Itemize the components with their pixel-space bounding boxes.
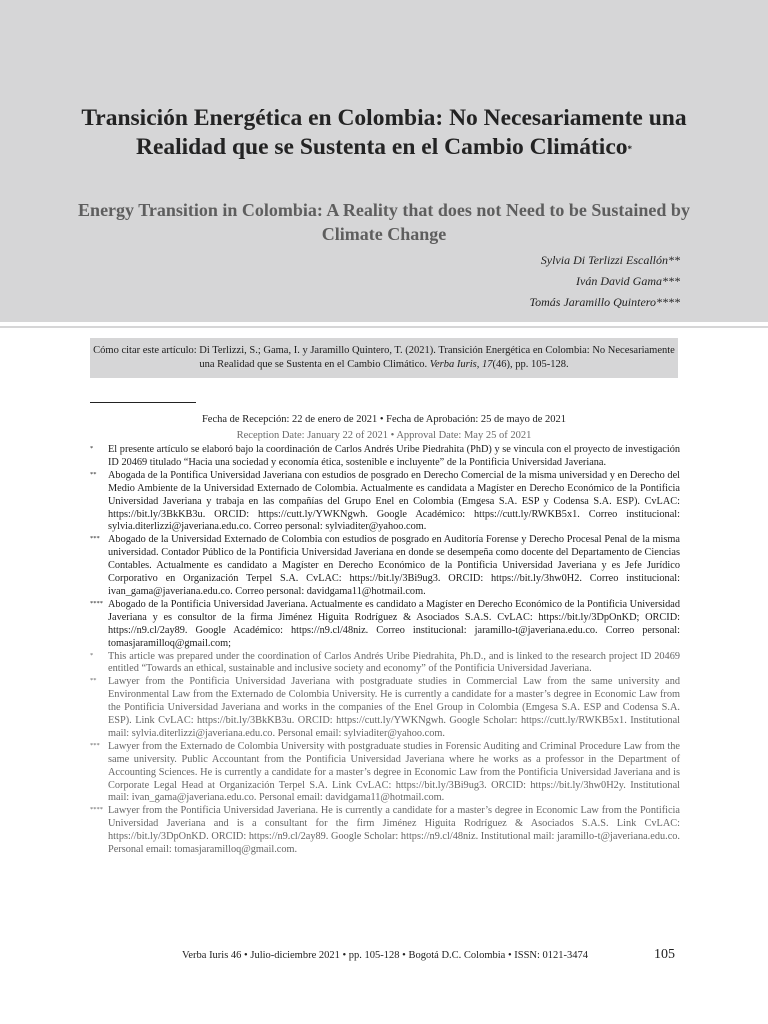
footnote-en-3 bbox=[90, 741, 680, 806]
footnote-mark: ** bbox=[90, 677, 97, 685]
citation-box bbox=[90, 338, 678, 378]
citation-journal: Verba Iuris, 17 bbox=[429, 359, 493, 370]
header-band-rule bbox=[0, 326, 768, 328]
title-footnote-mark: * bbox=[627, 144, 633, 154]
footnote-text: This article was prepared under the coordination of Carlos Andrés Uribe Piedrahita, Ph.D., and is linked to the research project ID 20469 entitled “Towards an ethical, sustainable and inclusive society and economy” of the Pontificia Universidad Javeriana. bbox=[108, 650, 680, 675]
footnote-mark: *** bbox=[90, 535, 100, 543]
title-english: Energy Transition in Colombia: A Reality that does not Need to be Sustained by Climate Change bbox=[78, 200, 690, 244]
author-1: Sylvia Di Terlizzi Escallón** bbox=[540, 253, 680, 267]
footnote-en-2 bbox=[90, 676, 680, 741]
footnote-text: Abogado de la Universidad Externado de Colombia con estudios de posgrado en Auditoría Forense y Derecho Procesal Penal de la misma universidad. Contador Público de la Pontificia Universidad Javeriana en donde se desempeña como docente del Departamento de Ciencias Contables. Actualmente es candidato a Magíster en Derecho Económico de la Pontificia Universidad Javeriana y es Jefe Jurídico Corporativo en Organización Terpel S.A. CvLAC: https://bit.ly/3Bi9ug3. ORCID: https://bit.ly/3hw0H2. Correo institucional: ivan_gama@javeriana.edu.co. Correo personal: davidgama11@hotmail.com. bbox=[108, 534, 680, 597]
footnote-mark: * bbox=[90, 651, 94, 659]
footnote-text: Lawyer from the Pontificia Universidad Javeriana. He is currently a candidate for a master’s degree in Economic Law from the Pontificia Universidad Javeriana and is a consultant for the firm Jiménez Higuita Rodríguez & Asociados S.A.S. Link CvLAC: https://bit.ly/3DpOnKD. ORCID: https://n9.cl/2ay89. Google Scholar: https://n9.cl/48niz. Institutional mail: jaramillo-t@javeriana.edu.co. Personal email: tomasjaramilloq@gmail.com. bbox=[108, 805, 680, 856]
author-3: Tomás Jaramillo Quintero**** bbox=[529, 295, 680, 309]
footnote-es-3 bbox=[90, 534, 680, 599]
dates-english: Reception Date: January 22 of 2021 • Approval Date: May 25 of 2021 bbox=[236, 430, 532, 441]
footnote-es-1 bbox=[90, 444, 680, 470]
footnote-divider bbox=[90, 402, 196, 403]
dates-spanish: Fecha de Recepción: 22 de enero de 2021 • Fecha de Aprobación: 25 de mayo de 2021 bbox=[201, 414, 567, 425]
author-list bbox=[530, 250, 680, 313]
footnote-es-4 bbox=[90, 599, 680, 651]
footnote-text: Lawyer from the Externado de Colombia University with postgraduate studies in Forensic Auditing and Criminal Procedure Law from the same university. Public Accountant from the Pontificia Universidad Javeriana where he works as a professor in the Department of Accounting Sciences. He is currently a candidate for a master’s degree in Economic Law from the Pontificia Universidad Javeriana and is Corporate Legal Head at Organización Terpel S.A. Link CvLAC: https://bit.ly/3Bi9ug3. ORCID: https://bit.ly/3hw0H2y. Institutional mail: ivan_gama@javeriana.edu.co. Personal email: davidgama11@hotmail.com. bbox=[108, 740, 680, 804]
footnote-text: Abogada de la Pontifica Universidad Javeriana con estudios de posgrado en Derecho Comercial de la misma universidad y en Derecho del Medio Ambiente de la Universidad Externado de Colombia. Actualmente es candidata a Magíster en Derecho Económico de la Pontificia Universidad Javeriana y trabaja en las compañías del Grupo Enel en Colombia (Emgesa S.A. ESP y Codensa S.A. ESP). CvLAC: https://bit.ly/3BkKB3u. ORCID: https://cutt.ly/YWKNgwh. Google Académico: https://cutt.ly/RWKB5x1. Correo institucional: sylvia.diterlizzi@javeriana.edu.co. Correo personal: sylviaditer@yahoo.com. bbox=[108, 469, 680, 533]
footnote-text: El presente artículo se elaboró bajo la coordinación de Carlos Andrés Uribe Piedrahita (PhD) y se vincula con el proyecto de investigación ID 20469 titulado “Hacia una sociedad y economía ética, sostenible e incluyente” de la Pontificia Universidad Javeriana. bbox=[108, 444, 680, 468]
footnote-mark: **** bbox=[90, 599, 103, 607]
footnotes bbox=[90, 444, 680, 857]
footnote-mark: *** bbox=[90, 741, 100, 749]
footnote-mark: **** bbox=[90, 806, 103, 814]
footnote-text: Abogado de la Pontificia Universidad Javeriana. Actualmente es candidato a Magíster en Derecho Económico de la Pontificia Universidad Javeriana y es consultor de la firma Jiménez Higuita Rodríguez & Asociados S.A.S. CvLAC: https://bit.ly/3DpOnKD; ORCID: https://n9.cl/2ay89. Google Académico: https://n9.cl/48niz. Correo institucional: jaramillo-t@javeriana.edu.co. Correo personal: tomasjaramilloq@gmail.com; bbox=[108, 598, 680, 649]
footnote-en-1 bbox=[90, 651, 680, 677]
citation-issue: (46), pp. 105-128. bbox=[492, 359, 569, 370]
footnote-en-4 bbox=[90, 805, 680, 857]
page-number: 105 bbox=[654, 947, 675, 962]
footnote-mark: ** bbox=[90, 470, 97, 478]
citation-text: Cómo citar este artículo: Di Terlizzi, S.; Gama, I. y Jaramillo Quintero, T. (2021). Transición Energética en Colombia: No Necesariamente una Realidad que se Sustenta en el Cambio Climático. bbox=[93, 345, 675, 370]
footnote-mark: * bbox=[90, 445, 94, 452]
page-footer: Verba Iuris 46 • Julio-diciembre 2021 • pp. 105-128 • Bogotá D.C. Colombia • ISSN: 0121-3474 bbox=[181, 950, 589, 961]
footnote-es-2 bbox=[90, 470, 680, 535]
footnote-text: Lawyer from the Pontificia Universidad Javeriana with postgraduate studies in Commercial Law from the same university and Environmental Law from the Externado de Colombia University. He is currently a candidate for a master’s degree in Economic Law from the Pontificia Universidad Javeriana and works in the companies of the Enel Group in Colombia (Emgesa S.A. ESP and Codensa S.A. ESP). Link CvLAC: https://bit.ly/3BkKB3u. ORCID: https://cutt.ly/YWKNgwh. Google Scholar: https://cutt.ly/RWKB5x1. Institutional mail: sylvia.diterlizzi@javeriana.edu.co. Personal email: sylviaditer@yahoo.com. bbox=[108, 676, 680, 739]
author-2: Iván David Gama*** bbox=[576, 274, 680, 288]
title-spanish: Transición Energética en Colombia: No Necesariamente una Realidad que se Sustenta en el Cambio Climático* bbox=[81, 105, 687, 160]
